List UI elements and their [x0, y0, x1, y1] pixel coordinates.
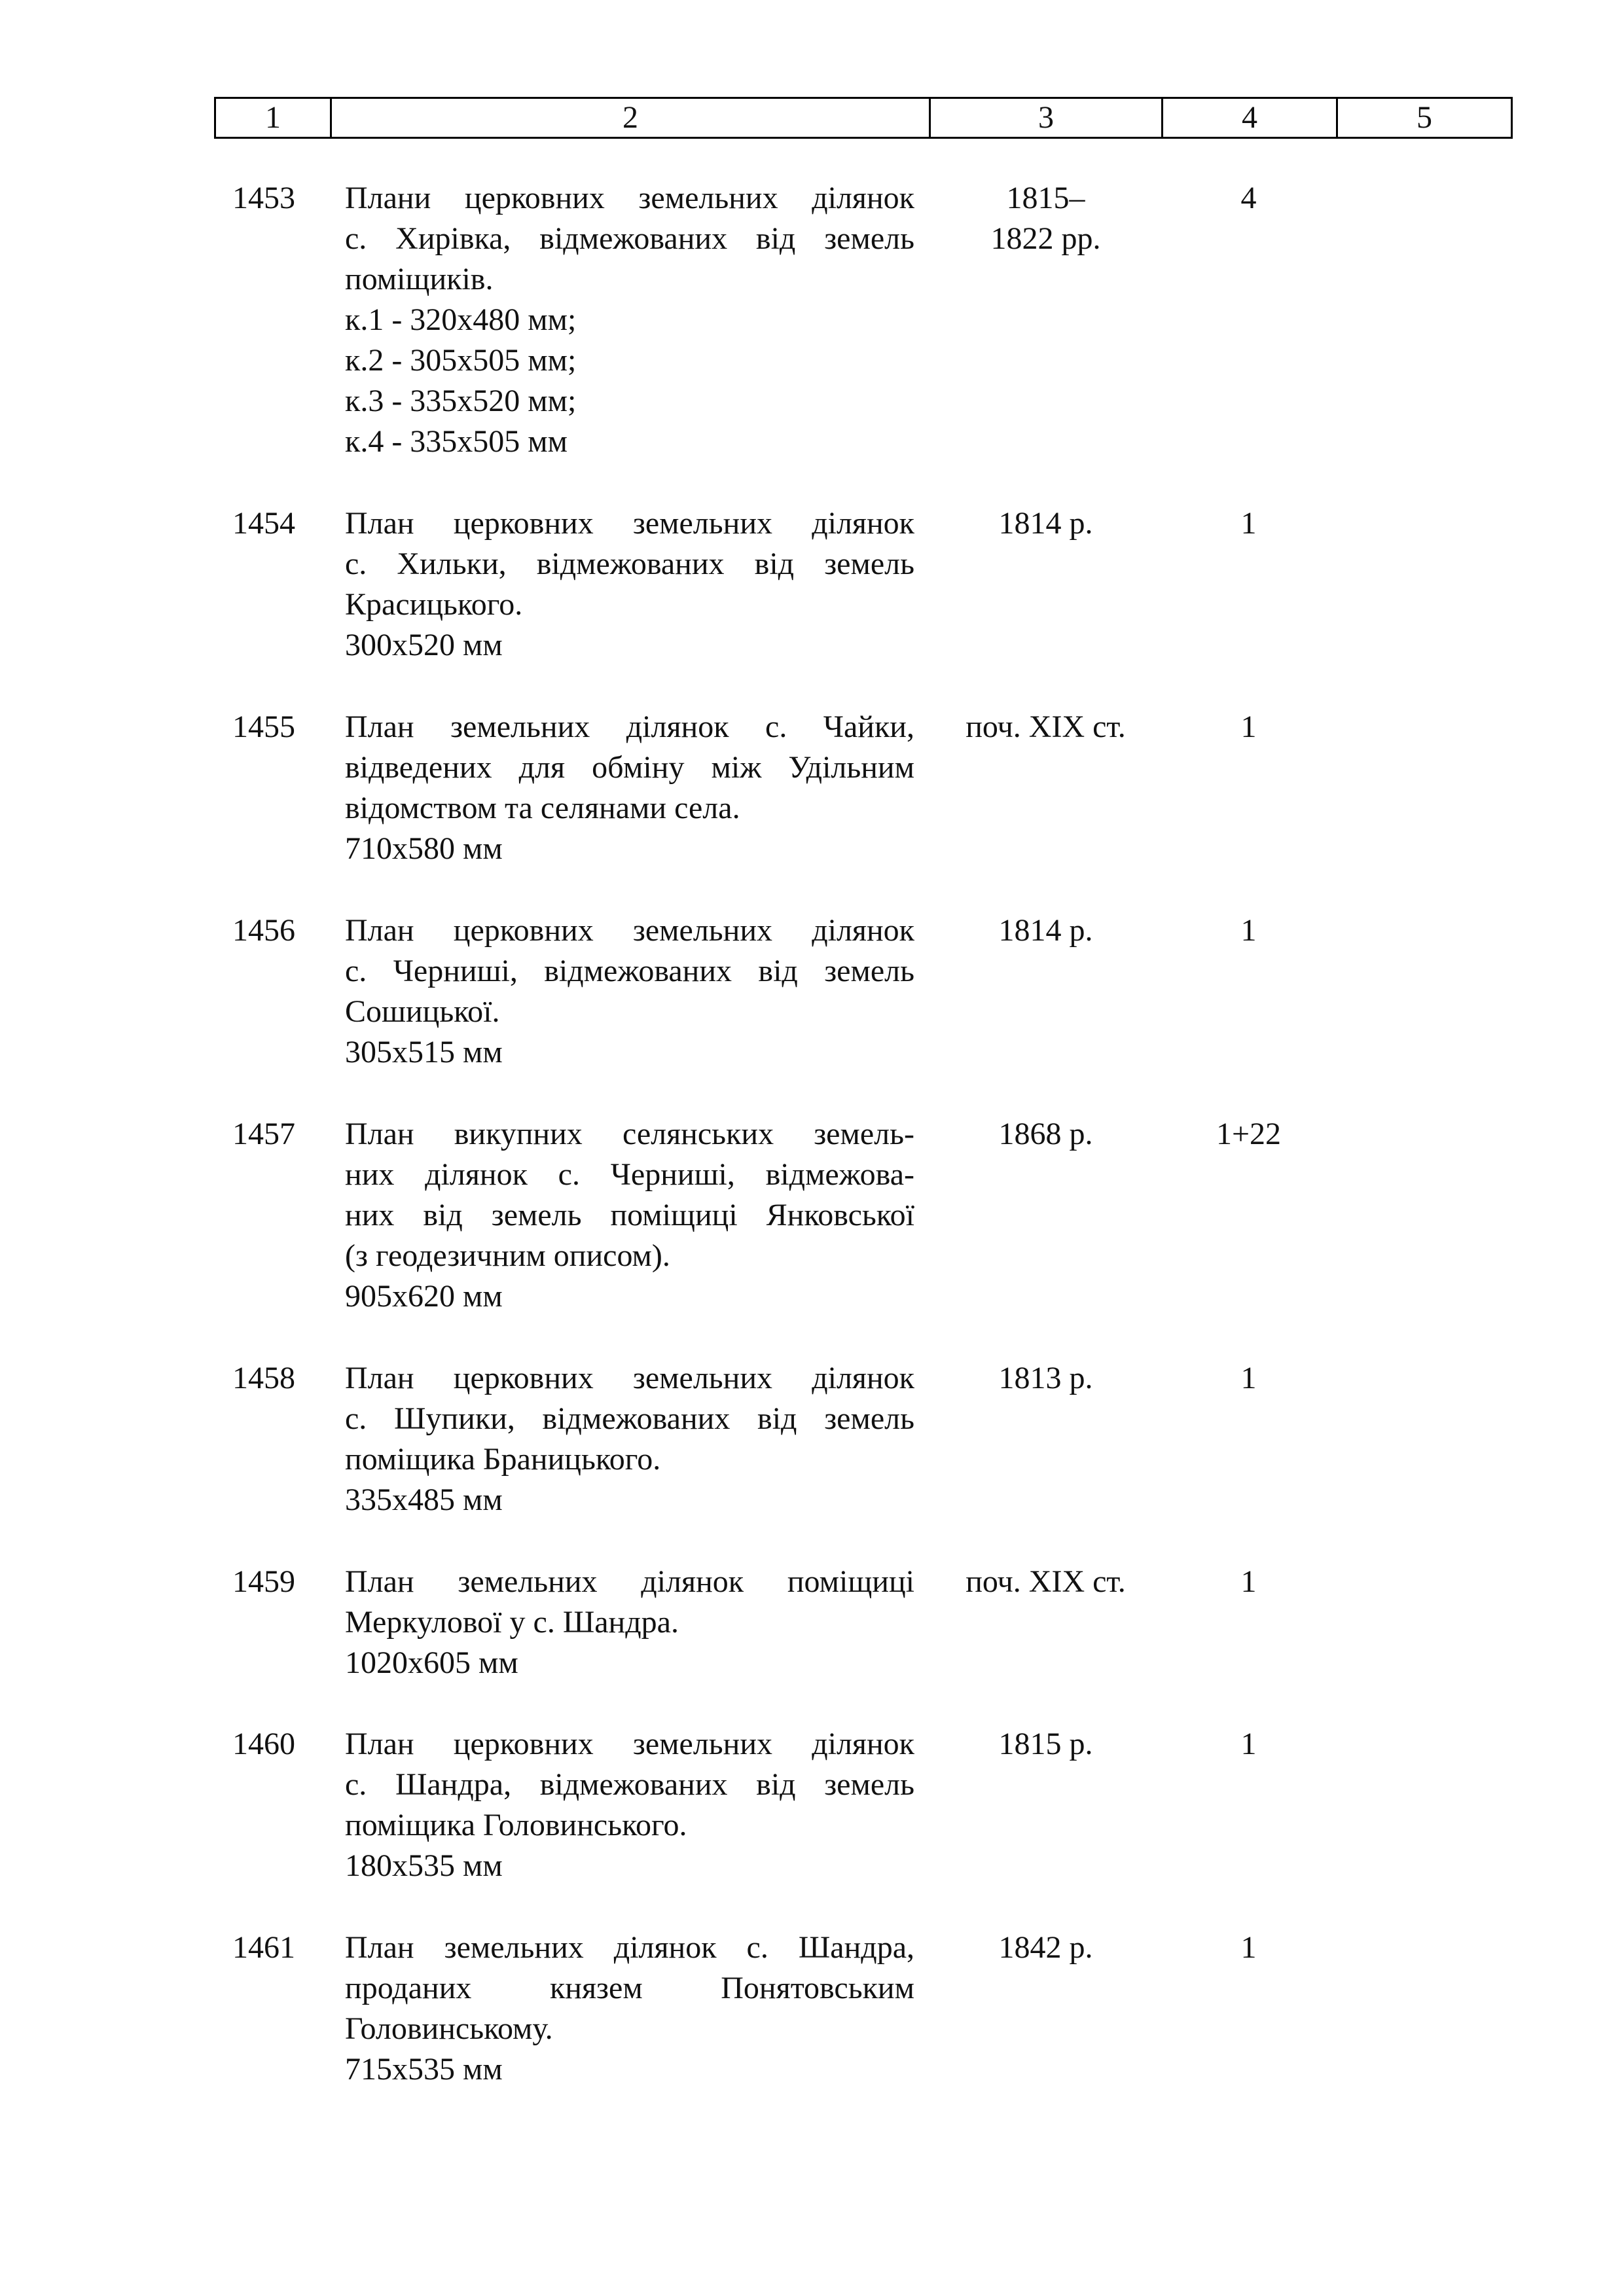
description-line: с. Черниші, відмежованих від земель: [345, 954, 914, 988]
description-line: Сошицької.: [345, 994, 500, 1029]
entry-number: 1457: [232, 1117, 295, 1151]
dimensions: 305х515 мм: [345, 1035, 503, 1069]
description-line: поміщика Головинського.: [345, 1808, 687, 1842]
entry-count: 1+22: [1216, 1117, 1282, 1151]
date-line: 1814 р.: [998, 506, 1093, 541]
date-line: поч. XIX ст.: [965, 1564, 1126, 1599]
description-line: План земельних ділянок с. Чайки,: [345, 709, 914, 744]
entry-description: [345, 1358, 914, 1520]
description-line: Головинському.: [345, 2011, 553, 2046]
entry-count: 1: [1240, 1727, 1257, 1761]
dimensions: 905х620 мм: [345, 1279, 503, 1314]
entry-date: [929, 1114, 1162, 1155]
entry-number: 1461: [232, 1930, 295, 1965]
dimensions: 180х535 мм: [345, 1848, 503, 1883]
header-col-3: 3: [930, 98, 1163, 138]
date-line: 1842 р.: [998, 1930, 1093, 1965]
entry-count: 4: [1240, 181, 1257, 215]
description-line: поміщика Браницького.: [345, 1442, 661, 1477]
entry-number: 1456: [232, 913, 295, 948]
entry-count: 1: [1240, 506, 1257, 541]
entry-count: 1: [1240, 913, 1257, 948]
entry-date: [929, 1562, 1162, 1602]
description-line: с. Шупики, відмежованих від земель: [345, 1401, 914, 1436]
description-line: с. Шандра, відмежованих від земель: [345, 1767, 914, 1802]
entry-date: [929, 503, 1162, 544]
description-line: Плани церковних земельних ділянок: [345, 181, 914, 215]
entry-number: 1455: [232, 709, 295, 744]
entry-description: [345, 707, 914, 869]
dimensions: 715х535 мм: [345, 2052, 503, 2087]
description-line: План церковних земельних ділянок: [345, 506, 914, 541]
date-line: 1813 р.: [998, 1361, 1093, 1395]
dimensions: 300х520 мм: [345, 628, 503, 662]
entry-count: 1: [1240, 709, 1257, 744]
date-line: 1822 рр.: [990, 221, 1101, 256]
date-line: 1815 р.: [998, 1727, 1093, 1761]
header-col-1: 1: [215, 98, 331, 138]
description-line: с. Хирівка, відмежованих від земель: [345, 221, 914, 256]
dimensions: к.2 - 305х505 мм;: [345, 343, 577, 378]
entry-number: 1459: [232, 1564, 295, 1599]
description-line: поміщиків.: [345, 262, 494, 296]
entry-description: [345, 178, 914, 462]
description-line: відомством та селянами села.: [345, 791, 740, 825]
date-line: 1815–: [1006, 181, 1085, 215]
entry-description: [345, 1724, 914, 1886]
entry-date: [929, 1724, 1162, 1765]
entry-count: 1: [1240, 1361, 1257, 1395]
dimensions: 1020х605 мм: [345, 1645, 518, 1680]
header-col-2: 2: [331, 98, 930, 138]
entry-date: [929, 707, 1162, 747]
dimensions: к.1 - 320х480 мм;: [345, 302, 577, 337]
dimensions: к.4 - 335х505 мм: [345, 424, 568, 459]
entry-date: [929, 1928, 1162, 1968]
description-line: Красицького.: [345, 587, 523, 622]
description-line: відведених для обміну між Удільним: [345, 750, 914, 785]
entry-number: 1458: [232, 1361, 295, 1395]
dimensions: 335х485 мм: [345, 1482, 503, 1517]
description-line: с. Хильки, відмежованих від земель: [345, 547, 914, 581]
description-line: Меркулової у с. Шандра.: [345, 1605, 679, 1640]
description-line: План церковних земельних ділянок: [345, 1361, 914, 1395]
entry-count: 1: [1240, 1930, 1257, 1965]
description-line: них від земель поміщиці Янковської: [345, 1198, 914, 1232]
date-line: поч. XIX ст.: [965, 709, 1126, 744]
description-line: них ділянок с. Черниші, відмежова-: [345, 1157, 914, 1192]
entry-description: [345, 1114, 914, 1317]
entry-description: [345, 503, 914, 666]
dimensions: 710х580 мм: [345, 831, 503, 866]
description-line: План церковних земельних ділянок: [345, 913, 914, 948]
description-line: (з геодезичним описом).: [345, 1238, 670, 1273]
date-line: 1868 р.: [998, 1117, 1093, 1151]
description-line: План земельних ділянок поміщиці: [345, 1564, 914, 1599]
entry-count: 1: [1240, 1564, 1257, 1599]
entry-number: 1453: [232, 181, 295, 215]
description-line: проданих князем Понятовським: [345, 1971, 914, 2005]
entry-date: [929, 1358, 1162, 1399]
description-line: План викупних селянських земель-: [345, 1117, 914, 1151]
description-line: План церковних земельних ділянок: [345, 1727, 914, 1761]
entry-description: [345, 1928, 914, 2090]
entry-date: [929, 178, 1162, 259]
dimensions: к.3 - 335х520 мм;: [345, 384, 577, 418]
description-line: План земельних ділянок с. Шандра,: [345, 1930, 914, 1965]
entry-date: [929, 910, 1162, 951]
entry-description: [345, 1562, 914, 1683]
header-col-4: 4: [1163, 98, 1337, 138]
column-number-header: [214, 97, 1513, 139]
entry-number: 1454: [232, 506, 295, 541]
header-col-5: 5: [1337, 98, 1512, 138]
entry-number: 1460: [232, 1727, 295, 1761]
date-line: 1814 р.: [998, 913, 1093, 948]
entry-description: [345, 910, 914, 1073]
